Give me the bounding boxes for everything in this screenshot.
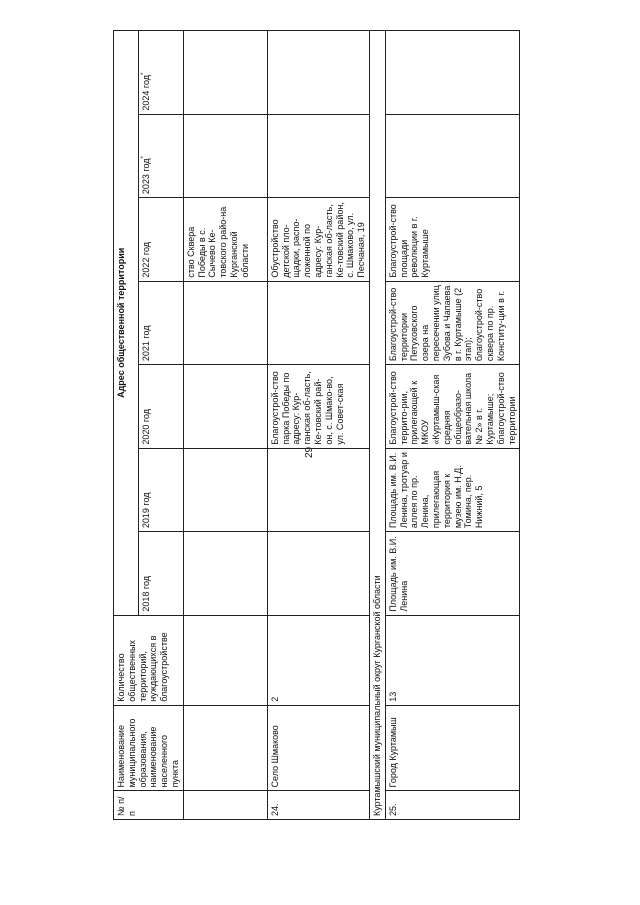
- rotated-table-container: [113, 30, 517, 820]
- cell-24-2020: Благоустрой-ство парка Победы по адресу: Кур-ганская об-ласть, Ке-товский рай-он, с. Шмако-во, ул. Совет-ская: [267, 365, 369, 449]
- cell-top-2022: ство Сквера Победы в с. Сычево Ке-товского райо-на Курганской области: [183, 198, 267, 282]
- table-row: [183, 31, 267, 820]
- header-year-2019: 2019 год: [138, 448, 183, 532]
- cell-25-count: 13: [385, 615, 520, 705]
- header-count: Количество общественных территорий, нуждающихся в благоустройстве: [114, 615, 184, 705]
- cell-25-2019: Площадь им. В.И. Ленина, тротуар и аллея по пр. Ленина, прилегающая территория к музею им. Н.Д. Томина, пер. Нижний, 5: [385, 448, 520, 532]
- header-year-2021: 2021 год: [138, 281, 183, 365]
- header-year-2018: 2018 год: [138, 532, 183, 616]
- cell-25-2021: Благоустрой-ство территории Петуховского озера на пересечении улиц Зубова и Чапаева в г. Куртамыше (2 этап); благоустрой-ство сквера по пр. Конститу-ции в г.: [385, 281, 520, 365]
- cell-24-num: 24.: [267, 791, 369, 820]
- table-row: [369, 31, 385, 820]
- header-num: № п/п: [114, 791, 184, 820]
- cell-25-num: 25.: [385, 791, 520, 820]
- page-number: 29: [304, 446, 315, 458]
- cell-25-2020: Благоустрой-ство террито-рии, прилегающей к МКОУ «Куртамыш-ская средняя общеобразо-вательная школа № 2» в г. Куртамыше; благоустрой-ство территории: [385, 365, 520, 449]
- table-row: [267, 31, 369, 820]
- public-territories-table: [113, 30, 520, 820]
- header-year-2022: 2022 год: [138, 198, 183, 282]
- cell-24-2022: Обустройство детской пло-щадки, распо-ложенной по адресу: Кур-ганская об-ласть, Ке-товский район, с. Шмаково, ул. Песчаная, 19: [267, 198, 369, 282]
- header-address-group: Адрес общественной территории: [114, 31, 139, 616]
- header-year-2020: 2020 год: [138, 365, 183, 449]
- table-row: [385, 31, 520, 820]
- cell-24-name: Село Шмаково: [267, 705, 369, 791]
- section-header: Куртамышский муниципальный округ Курганской области: [369, 31, 385, 820]
- cell-25-name: Город Куртамыш: [385, 705, 520, 791]
- cell-25-2022: Благоустрой-ство площади революции в г. Куртамыше: [385, 198, 520, 282]
- header-name: Наименование муниципального образования, наименование населенного пункта: [114, 705, 184, 791]
- cell-24-count: 2: [267, 615, 369, 705]
- cell-25-2018: Площадь им. В.И. Ленина: [385, 532, 520, 616]
- header-year-2024: 2024 год*: [138, 31, 183, 115]
- header-year-2023: 2023 год*: [138, 114, 183, 198]
